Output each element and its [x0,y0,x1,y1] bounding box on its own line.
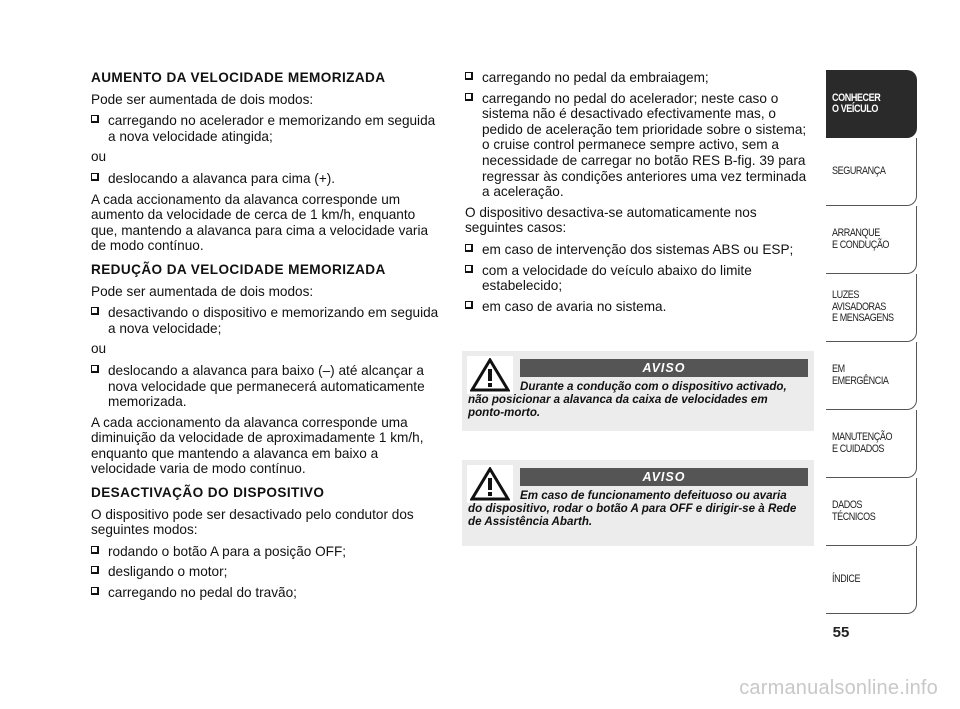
tab-manutencao[interactable]: MANUTENÇÃO E CUIDADOS [826,410,917,478]
checkbox-bullet-icon [465,72,473,80]
checkbox-bullet-icon [91,173,99,181]
section-heading-reduce: REDUÇÃO DA VELOCIDADE MEMORIZADA [91,261,386,277]
checkbox-bullet-icon [91,546,99,554]
warning-box-neutral [462,351,814,431]
tab-seguranca[interactable]: SEGURANÇA [826,138,917,206]
list-item: carregando no pedal do acelerador; neste caso o sistema não é desactivado efectivamente mas, o pedido de aceleração tem prioridade sobre o sistema; o cruise control permanece sempre activo, sem a necessidade de carregar no botão RES B-fig. 39 para regressar às condições anteriores uma vez terminada a aceleração. [465,91,815,200]
section-heading-increase: AUMENTO DA VELOCIDADE MEMORIZADA [91,70,386,85]
list-item: rodando o botão A para a posição OFF; [91,544,441,560]
warning-box-malfunction [462,460,814,546]
tab-em-emergencia[interactable]: EM EMERGÊNCIA [826,342,917,410]
list-item: carregando no pedal do travão; [91,585,441,601]
paragraph: O dispositivo desactiva-se automaticamente nos seguintes casos: [465,204,757,236]
tab-arranque-e-conducao[interactable]: ARRANQUE E CONDUÇÃO [826,206,917,274]
list-item: desactivando o dispositivo e memorizando em seguida a nova velocidade; [91,305,441,336]
warning-text: Em caso de funcionamento defeituoso ou avaria do dispositivo, rodar o botão A para OFF e dirigir-se à Rede de Assistência Abarth. [468,489,797,528]
paragraph: ou [91,341,107,357]
list-item: carregando no acelerador e memorizando em seguida a nova velocidade atingida; [91,113,441,144]
list-item: desligando o motor; [91,564,441,580]
list-item: com a velocidade do veículo abaixo do limite estabelecido; [465,263,815,294]
page-number: 55 [832,624,850,641]
checkbox-bullet-icon [465,93,473,101]
left-column [91,70,441,606]
warning-text: Durante a condução com o dispositivo activado, não posicionar a alavanca da caixa de velocidades em ponto-morto. [468,380,787,419]
chapter-tabs [826,70,917,614]
section-heading-deactivate: DESACTIVAÇÃO DO DISPOSITIVO [91,485,325,501]
warning-title: AVISO [520,359,808,377]
list-item: carregando no pedal da embraiagem; [465,70,815,86]
list-item: em caso de intervenção dos sistemas ABS ou ESP; [465,242,815,258]
paragraph: O dispositivo pode ser desactivado pelo condutor dos seguintes modos: [91,506,414,538]
checkbox-bullet-icon [91,115,99,123]
tab-conhecer-o-veiculo[interactable]: CONHECER O VEÍCULO [826,70,917,138]
tab-indice[interactable]: ÍNDICE [826,546,917,614]
paragraph: ou [91,149,107,165]
list-item: deslocando a alavanca para cima (+). [91,171,441,187]
checkbox-bullet-icon [465,265,473,273]
watermark: carmanualsonline.info [739,677,938,699]
paragraph: Pode ser aumentada de dois modos: [91,283,314,299]
tab-dados-tecnicos[interactable]: DADOS TÉCNICOS [826,478,917,546]
paragraph: A cada accionamento da alavanca corresponde uma diminuição da velocidade de aproximadamente 1 km/h, enquanto que mantendo a alavanca em baixo a velocidade varia de modo contínuo. [91,414,424,477]
checkbox-bullet-icon [465,301,473,309]
checkbox-bullet-icon [91,566,99,574]
list-item: em caso de avaria no sistema. [465,299,815,315]
tab-luzes-avisadoras[interactable]: LUZES AVISADORAS E MENSAGENS [826,274,917,342]
checkbox-bullet-icon [91,587,99,595]
paragraph: Pode ser aumentada de dois modos: [91,91,314,107]
checkbox-bullet-icon [91,365,99,373]
paragraph: A cada accionamento da alavanca corresponde um aumento da velocidade de cerca de 1 km/h, enquanto que, mantendo a alavanca para cima a velocidade varia de modo contínuo. [91,191,429,254]
warning-title: AVISO [520,468,808,486]
middle-column [465,70,815,319]
list-item: deslocando a alavanca para baixo (–) até alcançar a nova velocidade que permanecerá automaticamente memorizada. [91,363,441,410]
checkbox-bullet-icon [465,244,473,252]
checkbox-bullet-icon [91,307,99,315]
